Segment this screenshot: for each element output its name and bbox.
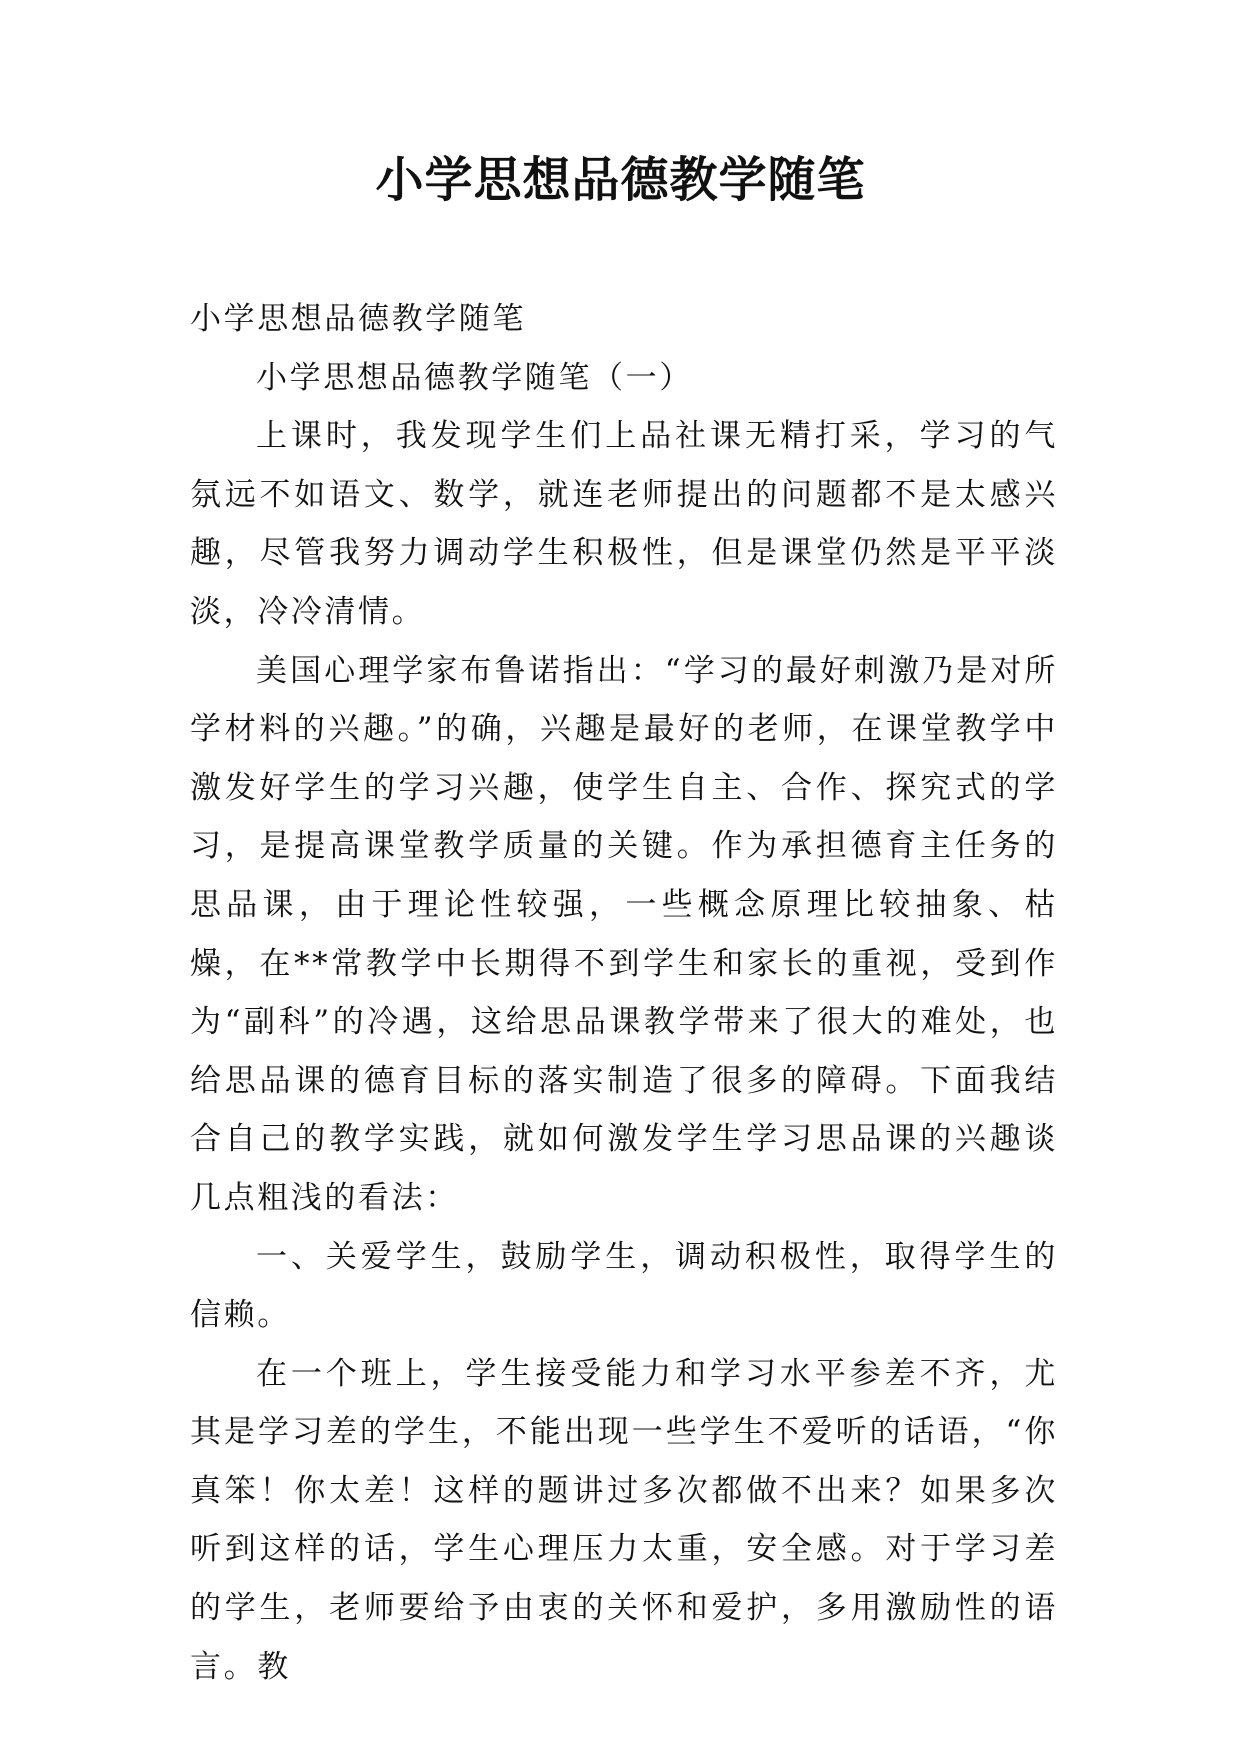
document-body [190, 290, 1058, 1696]
paragraph: 上课时，我发现学生们上品社课无精打采，学习的气氛远不如语文、数学，就连老师提出的问题都不是太感兴趣，尽管我努力调动学生积极性，但是课堂仍然是平平淡淡，冷冷清情。 [190, 418, 1058, 630]
paragraph-subheading: 小学思想品德教学随笔（一） [256, 359, 693, 396]
document-title: 小学思想品德教学随笔 [375, 152, 866, 208]
paragraph: 在一个班上，学生接受能力和学习水平参差不齐，尤其是学习差的学生，不能出现一些学生不爱听的话语，“你真笨！你太差！这样的题讲过多次都做不出来？如果多次听到这样的话，学生心理压力太重，安全感。对于学习差的学生，老师要给予由衷的关怀和爱护，多用激励性的语言。教 [190, 1355, 1058, 1685]
paragraph-section-heading: 一、关爱学生，鼓励学生，调动积极性，取得学生的信赖。 [190, 1238, 1058, 1334]
paragraph-heading: 小学思想品德教学随笔 [190, 301, 526, 337]
paragraph: 美国心理学家布鲁诺指出：“学习的最好刺激乃是对所学材料的兴趣。”的确，兴趣是最好的老师，在课堂教学中激发好学生的学习兴趣，使学生自主、合作、探究式的学习，是提高课堂教学质量的关键。作为承担德育主任务的思品课，由于理论性较强，一些概念原理比较抽象、枯燥，在**常教学中长期得不到学生和家长的重视，受到作为“副科”的冷遇，这给思品课教学带来了很大的难处，也给思品课的德育目标的落实制造了很多的障碍。下面我结合自己的教学实践，就如何激发学生学习思品课的兴趣谈几点粗浅的看法： [190, 652, 1058, 1216]
